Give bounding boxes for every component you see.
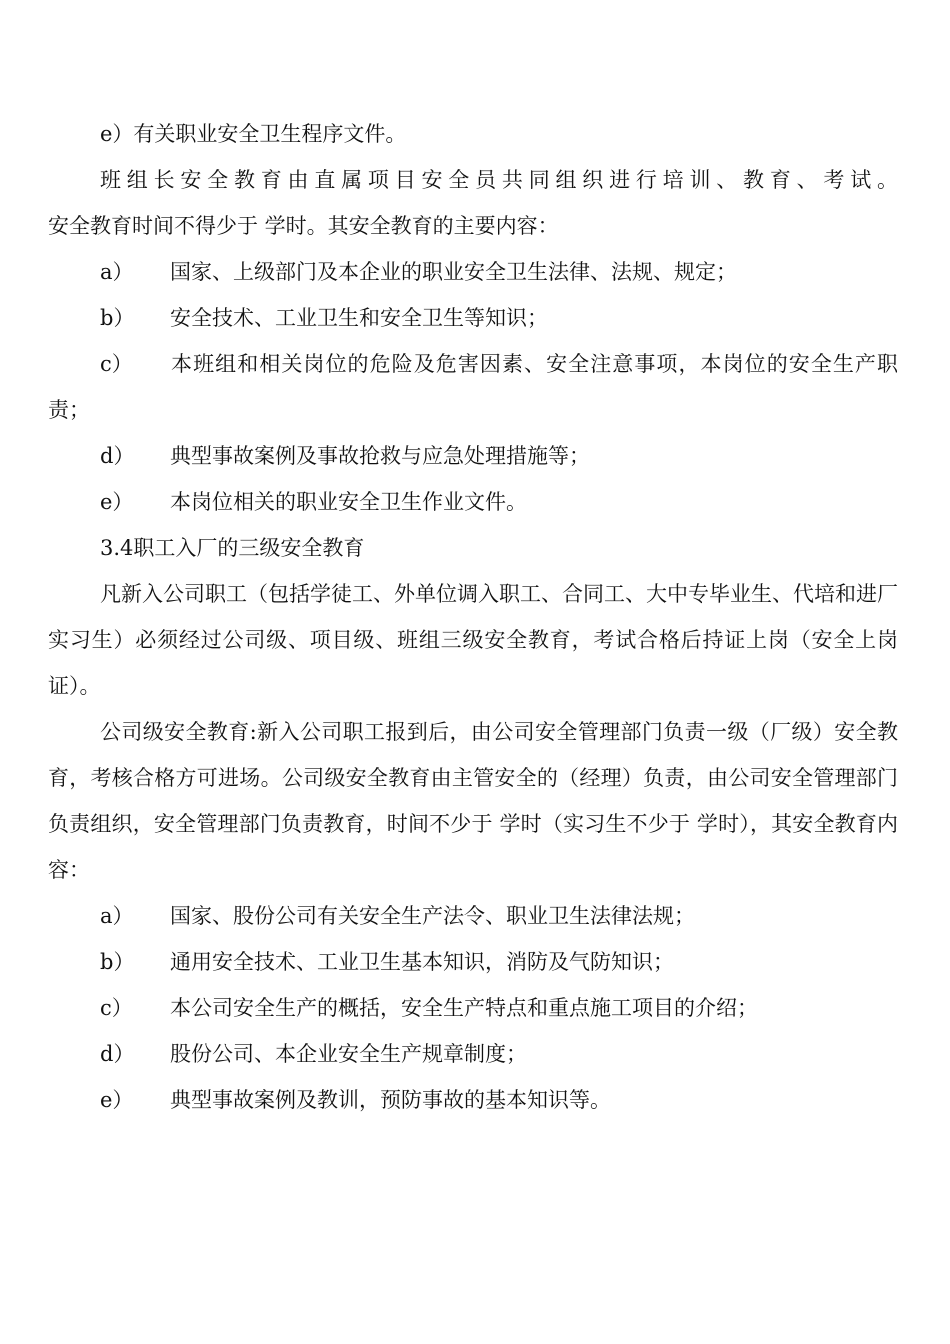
list-item-text: 本班组和相关岗位的危险及危害因素、安全注意事项，本岗位的安全生产职责； bbox=[48, 352, 898, 422]
list-item bbox=[48, 295, 898, 341]
document-body bbox=[48, 111, 898, 1123]
section-heading: 3.4职工入厂的三级安全教育 bbox=[100, 536, 365, 560]
list-item bbox=[48, 939, 898, 985]
list-item-text: 安全技术、工业卫生和安全卫生等知识； bbox=[170, 306, 548, 330]
list-marker: c） bbox=[100, 352, 133, 376]
list-marker: d） bbox=[100, 444, 135, 468]
list-marker: c） bbox=[100, 996, 133, 1020]
list-marker: b） bbox=[100, 306, 135, 330]
list-item bbox=[48, 1077, 898, 1123]
paragraph-team-leader-hours: 安全教育时间不得少于 学时。其安全教育的主要内容： bbox=[48, 214, 559, 238]
list-item-text: 典型事故案例及事故抢救与应急处理措施等； bbox=[170, 444, 590, 468]
paragraph-team-leader-education: 班组长安全教育由直属项目安全员共同组织进行培训、教育、考试。 bbox=[100, 168, 898, 192]
list-item-wrapped bbox=[48, 341, 898, 433]
list-item-text: 国家、上级部门及本企业的职业安全卫生法律、法规、规定； bbox=[170, 260, 737, 284]
list-marker: e） bbox=[100, 490, 134, 514]
list-item-text: 本岗位相关的职业安全卫生作业文件。 bbox=[170, 490, 527, 514]
list-item-text: 典型事故案例及教训，预防事故的基本知识等。 bbox=[170, 1088, 611, 1112]
list-item-text: 国家、股份公司有关安全生产法令、职业卫生法律法规； bbox=[170, 904, 695, 928]
list-item-text: 通用安全技术、工业卫生基本知识，消防及气防知识； bbox=[170, 950, 674, 974]
list-item bbox=[48, 985, 898, 1031]
list-marker: d） bbox=[100, 1042, 135, 1066]
list-item-text: 本公司安全生产的概括，安全生产特点和重点施工项目的介绍； bbox=[170, 996, 758, 1020]
list-marker: a） bbox=[100, 904, 134, 928]
list-marker: b） bbox=[100, 950, 135, 974]
paragraph-new-staff: 凡新入公司职工（包括学徒工、外单位调入职工、合同工、大中专毕业生、代培和进厂实习生）必须经过公司级、项目级、班组三级安全教育，考试合格后持证上岗（安全上岗证）。 bbox=[48, 582, 898, 698]
paragraph-company-level-education: 公司级安全教育:新入公司职工报到后，由公司安全管理部门负责一级（厂级）安全教育，考核合格方可进场。公司级安全教育由主管安全的（经理）负责，由公司安全管理部门负责组织，安全管理部门负责教育，时间不少于 学时（实习生不少于 学时），其安全教育内容： bbox=[48, 720, 898, 882]
paragraph-e-program-files: e）有关职业安全卫生程序文件。 bbox=[100, 122, 407, 146]
list-item bbox=[48, 249, 898, 295]
list-item bbox=[48, 433, 898, 479]
list-marker: e） bbox=[100, 1088, 134, 1112]
list-item bbox=[48, 479, 898, 525]
list-item bbox=[48, 893, 898, 939]
list-item bbox=[48, 1031, 898, 1077]
list-item-text: 股份公司、本企业安全生产规章制度； bbox=[170, 1042, 527, 1066]
list-marker: a） bbox=[100, 260, 134, 284]
